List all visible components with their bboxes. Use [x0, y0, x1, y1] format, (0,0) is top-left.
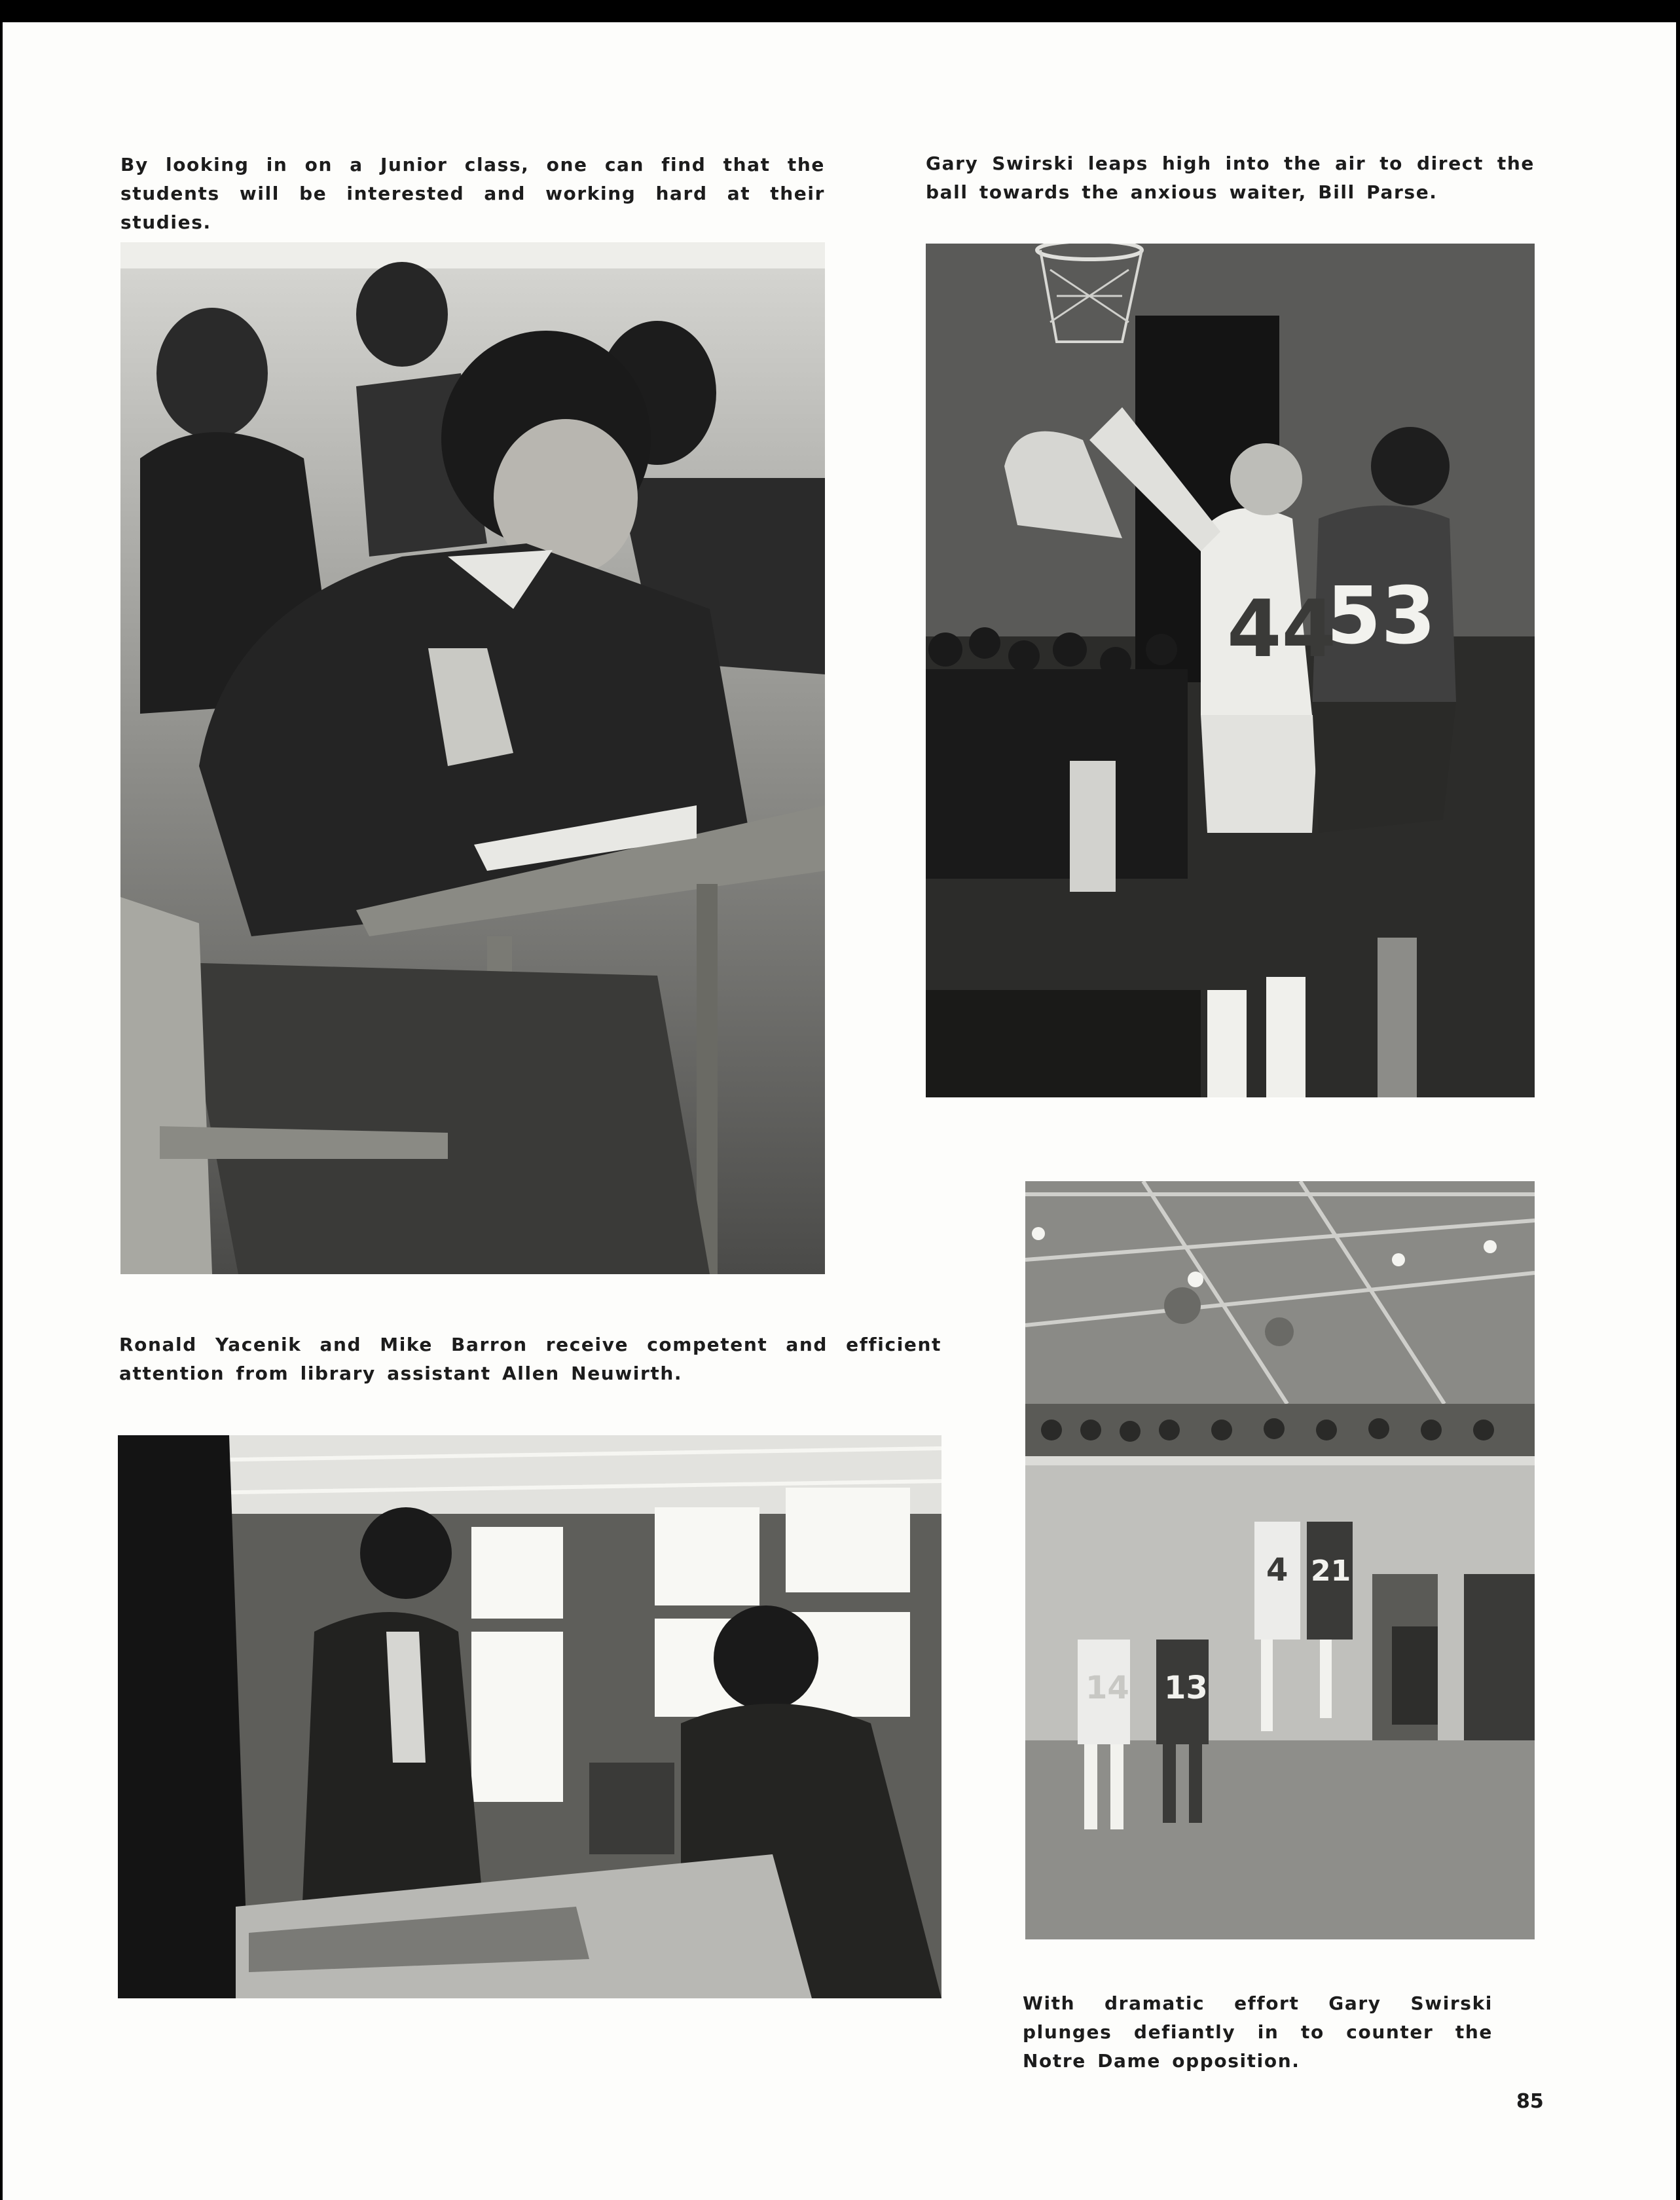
jersey-number-14: 14: [1086, 1670, 1129, 1706]
jersey-number-13: 13: [1164, 1670, 1208, 1706]
caption-swirski-leap: Gary Swirski leaps high into the air to direct the ball towards the anxious waiter, Bill Parse.: [926, 153, 1535, 203]
basketball-jump-photo: [926, 244, 1535, 1097]
caption-library: Ronald Yacenik and Mike Barron receive competent and efficient attention from library assistant Allen Neuwirth.: [119, 1334, 941, 1384]
classroom-photo: [120, 242, 825, 1274]
jersey-number-4: 4: [1266, 1552, 1288, 1588]
gym-game-photo: [1025, 1181, 1535, 1939]
yearbook-page: [3, 22, 1676, 2200]
page-number: 85: [1516, 2090, 1544, 2113]
jersey-number-21: 21: [1311, 1554, 1351, 1588]
library-photo: [118, 1435, 941, 1998]
caption-junior-class: By looking in on a Junior class, one can find that the students will be interested and working hard at their studies.: [120, 154, 825, 233]
caption-swirski-plunge: With dramatic effort Gary Swirski plunges defiantly in to counter the Notre Dame opposition.: [1023, 1992, 1493, 2072]
jersey-number-53: 53: [1326, 571, 1436, 662]
jersey-number-44: 44: [1227, 584, 1336, 675]
